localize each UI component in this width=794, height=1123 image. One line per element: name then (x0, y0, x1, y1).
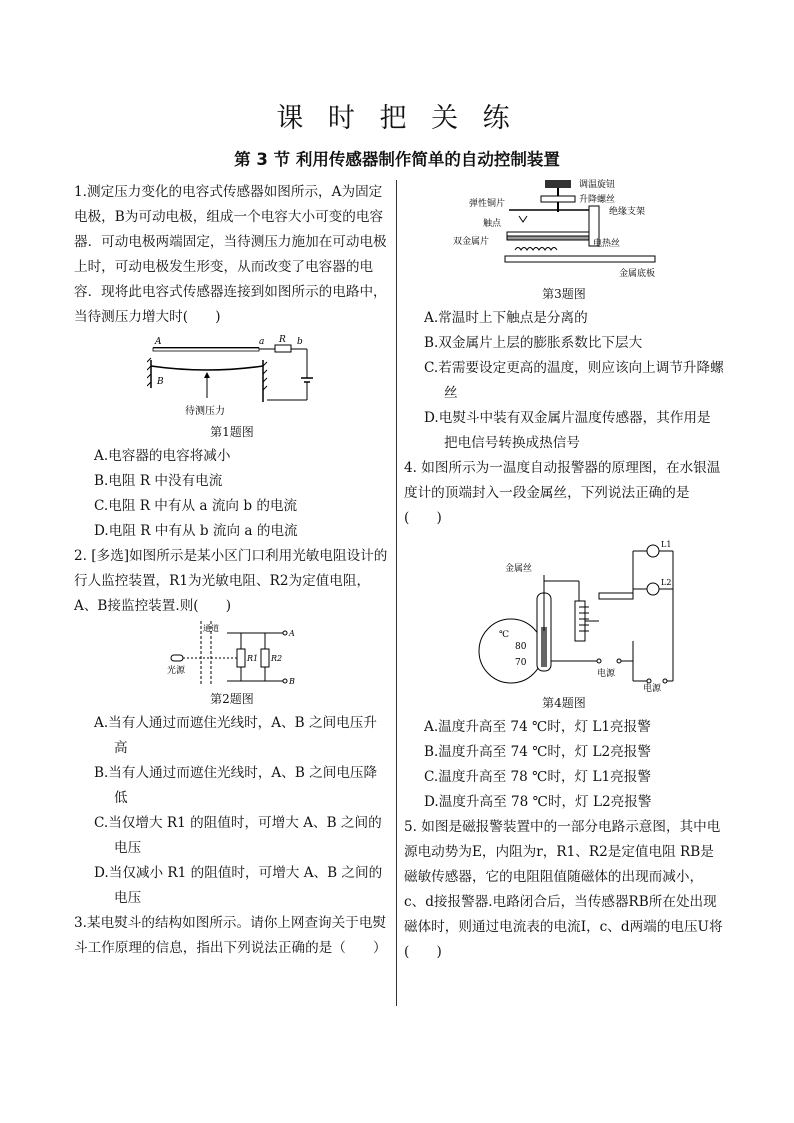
q4-option-b[interactable]: B.温度升高至 74 ℃时，灯 L2亮报警 (424, 744, 651, 760)
q3-option-c[interactable]: C.若需要设定更高的温度，则应该向上调节升降螺丝 (424, 360, 724, 401)
q4-option-d[interactable]: D.温度升高至 78 ℃时，灯 L2亮报警 (424, 794, 652, 810)
q2-option-a[interactable]: A.当有人通过而遮住光线时，A、B 之间电压升高 (94, 715, 377, 756)
figure-3-caption: 第3题图 (542, 287, 586, 301)
fig3-label-heater: 电热丝 (593, 239, 621, 249)
fig4-label-wire: 金属丝 (505, 564, 533, 574)
q2-option-b[interactable]: B.当有人通过而遮住光线时，A、B 之间电压降低 (94, 765, 378, 806)
figure-4-alarm-circuit (449, 531, 679, 693)
figure-2-monitor-circuit (167, 619, 297, 689)
fig4-label-unit: ℃ (499, 630, 510, 640)
fig1-label-A: A (155, 337, 162, 347)
fig1-label-R: R (279, 335, 286, 345)
fig4-label-src2: 电源 (643, 684, 662, 693)
fig3-label-contact: 触点 (483, 219, 502, 229)
q2-option-d[interactable]: D.当仅减小 R1 的阻值时，可增大 A、B 之间的电压 (94, 865, 383, 906)
q1-option-c[interactable]: C.电阻 R 中有从 a 流向 b 的电流 (94, 498, 298, 514)
q1-option-a[interactable]: A.电容器的电容将减小 (94, 448, 231, 464)
fig4-label-80: 80 (515, 642, 527, 652)
figure-1-caption: 第1题图 (210, 425, 254, 439)
fig1-label-force: 待测压力 (185, 406, 225, 417)
fig3-label-support: 绝缘支架 (609, 207, 646, 217)
figure-1-capacitor-circuit (147, 330, 317, 422)
left-column (74, 180, 390, 961)
question-3-stem: 3.某电熨斗的结构如图所示。请你上网查询关于电熨斗工作原理的信息，指出下列说法正确的是（ ） (74, 915, 387, 956)
fig4-label-70: 70 (515, 658, 527, 668)
fig2-label-R2: R2 (271, 654, 283, 663)
fig3-label-base: 金属底板 (619, 269, 656, 279)
q3-option-a[interactable]: A.常温时上下触点是分离的 (424, 310, 588, 326)
figure-4-caption: 第4题图 (542, 696, 586, 710)
column-divider (396, 180, 397, 1006)
question-1-stem: 1.测定压力变化的电容式传感器如图所示，A为固定电极，B为可动电极，组成一个电容大小可变的电容器．可动电极两端固定，当待测压力施加在可动电极上时，可动电极发生形变，从而改变了电容器的电容．现将此电容式传感器连接到如图所示的电路中，当待测压力增大时( ) (74, 184, 387, 325)
q2-option-c[interactable]: C.当仅增大 R1 的阻值时，可增大 A、B 之间的电压 (94, 815, 382, 856)
fig3-label-knob: 调温旋钮 (579, 180, 616, 190)
q1-option-d[interactable]: D.电阻 R 中有从 b 流向 a 的电流 (94, 523, 298, 539)
fig1-label-B: B (157, 377, 164, 387)
page-title: 课 时 把 关 练 (276, 103, 518, 134)
figure-3-iron-structure (449, 176, 679, 284)
figure-2-caption: 第2题图 (210, 692, 254, 706)
fig3-label-spring: 弹性铜片 (469, 199, 506, 209)
q4-option-c[interactable]: C.温度升高至 78 ℃时，灯 L1亮报警 (424, 769, 651, 785)
q1-option-b[interactable]: B.电阻 R 中没有电流 (94, 473, 223, 489)
fig2-label-light: 光源 (167, 666, 186, 676)
fig3-label-screw: 升降螺丝 (579, 195, 616, 205)
fig2-label-channel: 通道 (203, 624, 219, 633)
fig4-label-src1: 电源 (597, 669, 616, 679)
question-2-stem: 2. [多选]如图所示是某小区门口利用光敏电阻设计的行人监控装置，R1为光敏电阻、R2为定值电阻，A、B接监控装置.则( ) (74, 548, 388, 614)
right-column (404, 176, 724, 965)
q4-option-a[interactable]: A.温度升高至 74 ℃时，灯 L1亮报警 (424, 719, 651, 735)
q3-option-d[interactable]: D.电熨斗中装有双金属片温度传感器，其作用是把电信号转换成热信号 (424, 410, 711, 451)
fig2-label-R1: R1 (247, 654, 259, 663)
fig4-label-L1: L1 (661, 540, 672, 549)
section-subtitle: 第 3 节 利用传感器制作简单的自动控制装置 (234, 150, 560, 169)
fig2-label-B: B (289, 677, 295, 686)
fig1-label-a: a (259, 337, 265, 347)
fig2-label-A: A (289, 629, 295, 638)
fig3-label-bimetal: 双金属片 (453, 237, 490, 247)
q3-option-b[interactable]: B.双金属片上层的膨胀系数比下层大 (424, 335, 643, 351)
question-4-stem: 4. 如图所示为一温度自动报警器的原理图，在水银温度计的顶端封入一段金属丝，下列说法正确的是( ) (404, 460, 721, 526)
fig1-label-b: b (297, 337, 303, 347)
fig4-label-L2: L2 (661, 578, 672, 587)
question-5-stem: 5. 如图是磁报警装置中的一部分电路示意图，其中电源电动势为E，内阻为r，R1、R2是定值电阻 RB是磁敏传感器，它的电阻阻值随磁体的出现而减小，c、d接报警器.电路闭合后，当传感器RB所在处出现磁体时，则通过电流表的电流I，c、d两端的电压U将( ) (404, 819, 723, 960)
